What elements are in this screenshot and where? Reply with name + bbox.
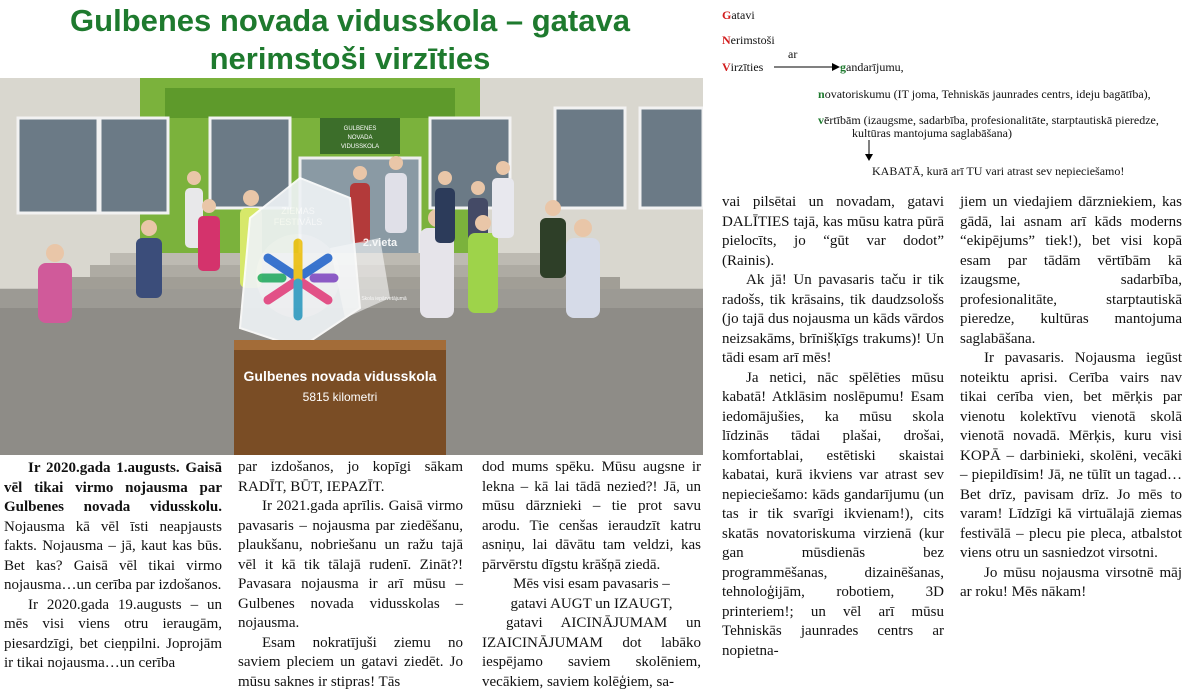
col2-paragraph-1: par izdošanos, jo kopīgi sākam RADĪT, BŪT, IEPAZĪT. xyxy=(238,458,463,497)
acrostic-line-1: gandarījumu, xyxy=(840,60,904,74)
article-photo xyxy=(0,78,703,455)
col5-paragraph-1: jiem un viedajiem dārzniekiem, kas gādā, lai asnam arī kāds moderns “ekipējums” tiek!), bet visi kopā esam par tādām vērtībām kā izaugsme, sadarbība, profesionalitāte, starptautiskā pieredze, kultūras mantojuma saglabāšana. xyxy=(960,193,1182,349)
column-1 xyxy=(4,459,222,674)
col5-paragraph-3: Jo mūsu nojausma virsotnē māj ar roku! Mēs nākam! xyxy=(960,564,1182,603)
col3-centered-1: Mēs visi esam pavasaris – xyxy=(482,575,701,595)
column-2 xyxy=(238,458,463,692)
acrostic-g: Gatavi xyxy=(722,8,755,22)
col4-paragraph-3: Ja netici, nāc spēlēties mūsu kabatā! Atklāsim noslēpumu! Esam iedomājušies, ka mūsu skola līdzinās tādai plašai, drošai, komfortablai, estētiski skaistai kabatai, kurā ikviens var atrast sev nepieciešamo: kāds gandarījumu (un tas ir tik svarīgi ikvienam!), cits skatās novatoriskuma virzienā (kur gan mūsdienās bez programmēšanas, dizainēšanas, tehnoloģijām, robotiem, 3D printeriem!; un vēl arī mūsu Tehniskās jaunrades centrs ar nopietna- xyxy=(722,369,944,662)
col1-lead: Ir 2020.gada 1.augusts. Gaisā vēl tikai virmo nojausma par Gulbenes novada vidusskolu. xyxy=(4,460,222,515)
acrostic-ar: ar xyxy=(788,47,797,61)
svg-text:NOVADA: NOVADA xyxy=(348,135,373,141)
col2-paragraph-3: Esam nokratījuši ziemu no saviem pleciem un gatavi ziedēt. Jo mūsu saknes ir stipras! Tās xyxy=(238,634,463,692)
col3-paragraph-1: dod mums spēku. Mūsu augsne ir lekna – kā lai tādā nezied?! Jā, un mūsu dārznieki – tie prot savu arodu. Tie cenšas ieraudzīt katru asniņu, lai dāvātu tam veldzi, kas pārvērstu dīgstu krāšņā ziedā. xyxy=(482,458,701,575)
trophy-text-2: FESTIVĀLS xyxy=(274,217,323,227)
acrostic-line-3-cont: kultūras mantojuma saglabāšana) xyxy=(852,126,1012,140)
headline-line-1: Gulbenes novada vidusskola – gatava xyxy=(0,2,700,40)
arrow-right-icon xyxy=(772,60,842,74)
headline-line-2: nerimstoši virzīties xyxy=(0,40,700,78)
plaque-line-2: 5815 kilometri xyxy=(234,390,446,404)
col3-paragraph-2: gatavi AICINĀJUMAM un IZAICINĀJUMAM dot labāko iespējamo saviem skolēniem, vecākiem, saviem kolēģiem, sa- xyxy=(482,614,701,692)
acrostic-v: Virzīties xyxy=(722,60,763,74)
svg-text:GULBENES: GULBENES xyxy=(344,126,377,132)
trophy-badge: Skola iepārvetājumā xyxy=(361,296,407,302)
col2-paragraph-2: Ir 2021.gada aprīlis. Gaisā virmo pavasaris – nojausma par ziedēšanu, plaukšanu, nobriešanu un ražu tajā vēl it kā tik tālajā rudenī. Zināt?! Pavasara nojausma ir arī mūsu – Gulbenes novada vidusskolas – nojausma. xyxy=(238,497,463,634)
plaque-line-1: Gulbenes novada vidusskola xyxy=(234,368,446,384)
arrow-down-icon xyxy=(863,140,875,162)
col4-paragraph-2: Ak jā! Un pavasaris taču ir tik radošs, tik krāsains, tik daudzsološs (jo tajā dus nojausma un kāds vārdos neizsakāms, brīnišķīgs trakums)! Un tādi esam arī mēs! xyxy=(722,271,944,369)
trophy-text-1: ZIEMAS xyxy=(281,206,315,216)
col1-paragraph-2: Ir 2020.gada 19.augusts – un mēs visi viens otru ieraugām, piesardzīgi, bet cieņpilni. Joprojām ir tikai nojausma…un cerība xyxy=(4,596,222,674)
col3-centered-2: gatavi AUGT un IZAUGT, xyxy=(482,595,701,615)
acrostic-line-2: novatoriskumu (IT joma, Tehniskās jaunrades centrs, ideju bagātība), xyxy=(818,87,1151,101)
col5-paragraph-2: Ir pavasaris. Nojausma iegūst noteiktu aprisi. Cerība vairs nav tikai cerība vien, bet mērķis par vienotu kolektīvu vienotā skolā vienotā novadā. Mērķis, kuru visi KOPĀ – darbinieki, skolēni, vecāki – piepildīsim! Jā, ne tūlīt un tagad… Bet drīz, pavisam drīz. Jo mēs to varam! Līdzīgi kā virtuālajā ziemas festivālā – plecu pie pleca, atbalstot viens otru un sasniedzot virsotni. xyxy=(960,349,1182,564)
article-headline xyxy=(0,2,700,78)
acrostic-n: Nerimstoši xyxy=(722,33,775,47)
acrostic-line-4: KABATĀ, kurā arī TU vari atrast sev nepieciešamo! xyxy=(872,164,1124,178)
column-3 xyxy=(482,458,701,692)
trophy-place: 2.vieta xyxy=(363,237,398,249)
column-4 xyxy=(722,193,944,661)
col4-paragraph-1: vai pilsētai un novadam, gatavi DALĪTIES tajā, kas mūsu katra pūrā pielocīts, jo “gūt var dodot” (Rainis). xyxy=(722,193,944,271)
acrostic-line-3: vērtībām (izaugsme, sadarbība, profesionalitāte, starptautiskā pieredze, xyxy=(818,113,1159,127)
column-5 xyxy=(960,193,1182,603)
col1-paragraph-1: Ir 2020.gada 1.augusts. Gaisā vēl tikai virmo nojausma par Gulbenes novada vidusskolu. Nojausma kā vēl īsti neapjausts fakts. Nojausma – jā, kaut kas būs. Bet kas? Gaisā vēl tikai virmo nojausma…un cerība par izdošanos. xyxy=(4,459,222,596)
svg-text:VIDUSSKOLA: VIDUSSKOLA xyxy=(341,144,379,150)
acrostic-diagram xyxy=(722,0,1192,200)
